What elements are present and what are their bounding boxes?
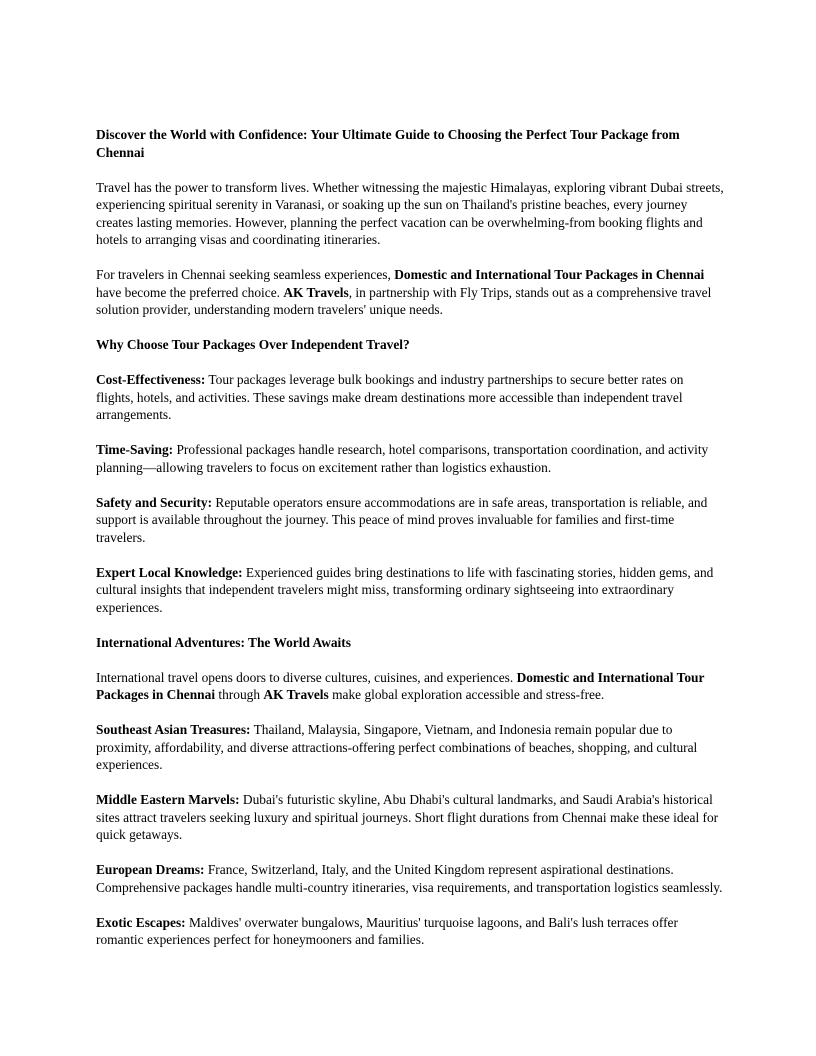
intro-text-1: For travelers in Chennai seeking seamless experiences, bbox=[96, 267, 395, 282]
intro-bold-ak-travels: AK Travels bbox=[283, 284, 349, 300]
intro-text-3: , in partnership with Fly Trips, stands out as a comprehensive travel solution provider, understanding modern travelers' unique needs. bbox=[96, 284, 712, 317]
international-text-2: through bbox=[215, 687, 264, 702]
benefit-paragraph-safety bbox=[96, 494, 724, 547]
destination-label: Southeast Asian Treasures: bbox=[96, 722, 251, 737]
destination-text: Maldives' overwater bungalows, Mauritius' turquoise lagoons, and Bali's lush terraces offer romantic experiences perfect for honeymooners and families. bbox=[96, 914, 678, 947]
benefit-label: Safety and Security: bbox=[96, 494, 213, 510]
destination-paragraph-southeast-asia bbox=[96, 721, 724, 774]
destination-label: European Dreams: bbox=[96, 862, 205, 877]
intro-paragraph-2 bbox=[96, 266, 724, 319]
benefit-text: Experienced guides bring destinations to life with fascinating stories, hidden gems, and cultural insights that independent travelers might miss, transforming ordinary sightseeing into extraordinary experiences. bbox=[96, 564, 714, 615]
destination-label: Middle Eastern Marvels: bbox=[96, 792, 240, 807]
destination-paragraph-exotic bbox=[96, 914, 724, 949]
intro-paragraph-1: Travel has the power to transform lives. Whether witnessing the majestic Himalayas, exploring vibrant Dubai streets, experiencing spiritual serenity in Varanasi, or soaking up the sun on Thailand's pristine beaches, every journey creates lasting memories. However, planning the perfect vacation can be overwhelming-from booking flights and hotels to arranging visas and coordinating itineraries. bbox=[96, 179, 724, 247]
destination-text: France, Switzerland, Italy, and the United Kingdom represent aspirational destinations. Comprehensive packages handle multi-country itineraries, visa requirements, and transportation logistics seamlessly. bbox=[96, 862, 723, 895]
international-bold-packages: Domestic and International Tour Packages in Chennai bbox=[96, 669, 705, 702]
document-title: Discover the World with Confidence: Your Ultimate Guide to Choosing the Perfect Tour Package from Chennai bbox=[96, 127, 680, 160]
benefit-label: Cost-Effectiveness: bbox=[96, 372, 206, 387]
benefit-paragraph-time bbox=[96, 441, 724, 476]
benefit-text: Professional packages handle research, hotel comparisons, transportation coordination, and activity planning—allowing travelers to focus on excitement rather than logistics exhaustion. bbox=[96, 442, 709, 475]
benefit-text: Tour packages leverage bulk bookings and industry partnerships to secure better rates on flights, hotels, and activities. These savings make dream destinations more accessible than independent travel arrangements. bbox=[96, 372, 684, 422]
destination-label: Exotic Escapes: bbox=[96, 914, 186, 930]
benefit-paragraph-expert bbox=[96, 564, 724, 617]
benefit-label: Expert Local Knowledge: bbox=[96, 564, 243, 580]
international-text-1: International travel opens doors to diverse cultures, cuisines, and experiences. bbox=[96, 669, 517, 685]
intro-text-2: have become the preferred choice. bbox=[96, 284, 284, 300]
document-page bbox=[96, 126, 724, 966]
international-intro-paragraph bbox=[96, 669, 724, 704]
section-heading-international: International Adventures: The World Awaits bbox=[96, 634, 351, 650]
benefit-text: Reputable operators ensure accommodations are in safe areas, transportation is reliable, and support is available throughout the journey. This peace of mind proves invaluable for families and first-time travelers. bbox=[96, 494, 708, 545]
section-heading-why-choose: Why Choose Tour Packages Over Independent Travel? bbox=[96, 337, 410, 352]
benefit-label: Time-Saving: bbox=[96, 442, 174, 457]
intro-bold-packages: Domestic and International Tour Packages in Chennai bbox=[394, 267, 705, 282]
destination-text: Dubai's futuristic skyline, Abu Dhabi's cultural landmarks, and Saudi Arabia's historical sites attract travelers seeking luxury and spiritual journeys. Short flight durations from Chennai make these ideal for quick getaways. bbox=[96, 792, 719, 842]
international-bold-ak-travels: AK Travels bbox=[263, 687, 329, 702]
destination-paragraph-middle-east bbox=[96, 791, 724, 844]
destination-text: Thailand, Malaysia, Singapore, Vietnam, and Indonesia remain popular due to proximity, affordability, and diverse attractions-offering perfect combinations of beaches, shopping, and cultural experiences. bbox=[96, 722, 698, 772]
destination-paragraph-europe bbox=[96, 861, 724, 896]
international-text-3: make global exploration accessible and stress-free. bbox=[328, 687, 605, 702]
benefit-paragraph-cost bbox=[96, 371, 724, 424]
